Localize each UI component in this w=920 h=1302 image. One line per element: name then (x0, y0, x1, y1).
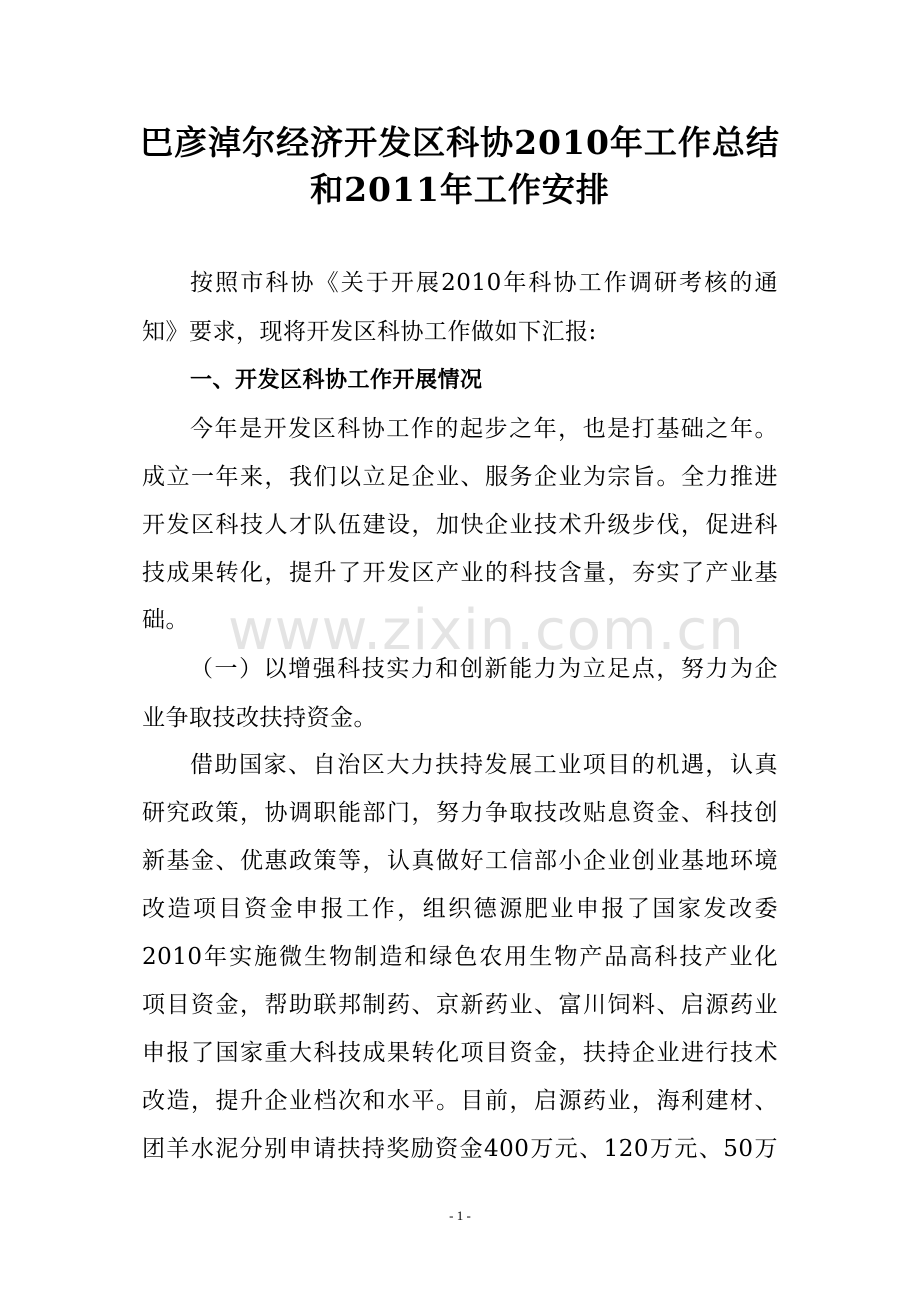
body-text-line: 成立一年来，我们以立足企业、服务企业为宗旨。全力推进 (142, 464, 778, 490)
body-text-line: 2010年实施微生物制造和绿色农用生物产品高科技产业化 (142, 944, 778, 970)
body-text-line: 新基金、优惠政策等，认真做好工信部小企业创业基地环境 (142, 848, 778, 874)
body-text-line: 团羊水泥分别申请扶持奖励资金400万元、120万元、50万 (142, 1136, 778, 1162)
section-heading: 一、开发区科协工作开展情况 (190, 368, 483, 393)
body-text-line: 技成果转化，提升了开发区产业的科技含量，夯实了产业基 (142, 560, 778, 586)
body-text-line: 改造项目资金申报工作，组织德源肥业申报了国家发改委 (142, 896, 778, 922)
body-text-line: 础。 (142, 607, 189, 633)
body-text-line: 改造，提升企业档次和水平。目前，启源药业，海利建材、 (142, 1088, 778, 1114)
subsection-heading: （一）以增强科技实力和创新能力为立足点，努力为企 (190, 656, 778, 682)
body-text-line: 知》要求，现将开发区科协工作做如下汇报: (142, 319, 597, 345)
document-title-line-1: 巴彦淖尔经济开发区科协2010年工作总结 (140, 123, 780, 162)
body-text-line: 按照市科协《关于开展2010年科协工作调研考核的通 (190, 270, 778, 296)
body-text-line: 申报了国家重大科技成果转化项目资金，扶持企业进行技术 (142, 1040, 778, 1066)
body-text-line: 项目资金，帮助联邦制药、京新药业、富川饲料、启源药业 (142, 992, 778, 1018)
body-text-line: 开发区科技人才队伍建设，加快企业技术升级步伐，促进科 (142, 512, 778, 538)
watermark: www.zixin.com.cn (228, 598, 745, 663)
body-text-line: 今年是开发区科协工作的起步之年，也是打基础之年。 (190, 416, 778, 442)
body-text-line: 业争取技改扶持资金。 (142, 705, 377, 731)
document-title-line-2: 和2011年工作安排 (310, 170, 610, 209)
page-number: - 1 - (449, 1208, 471, 1223)
body-text-line: 借助国家、自治区大力扶持发展工业项目的机遇，认真 (190, 752, 778, 778)
body-text-line: 研究政策，协调职能部门，努力争取技改贴息资金、科技创 (142, 800, 778, 826)
